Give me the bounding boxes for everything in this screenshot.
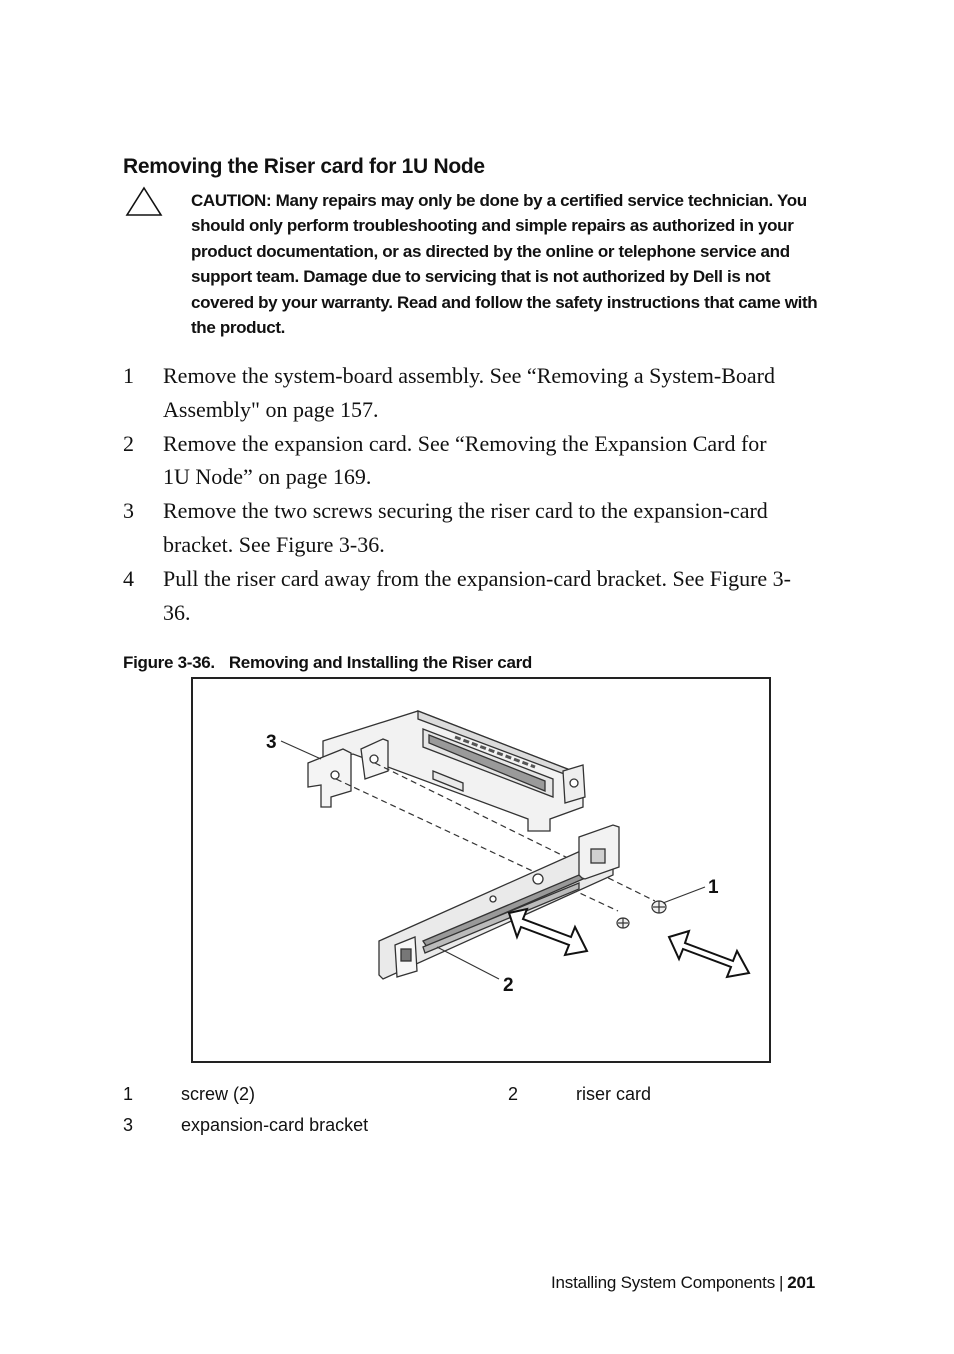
caution-triangle-icon — [125, 186, 163, 218]
step-text — [163, 359, 843, 427]
step-line: Remove the two screws securing the riser card to the expansion-card — [163, 498, 768, 524]
expansion-card-bracket-drawing — [308, 711, 585, 831]
step-item — [123, 427, 843, 495]
legend-label: riser card — [576, 1084, 652, 1104]
callout-1: 1 — [708, 877, 719, 898]
page-footer — [551, 1273, 815, 1293]
footer-separator: | — [779, 1273, 784, 1292]
section-heading: Removing the Riser card for 1U Node — [123, 155, 485, 178]
figure-illustration — [191, 677, 771, 1063]
legend-label: screw (2) — [181, 1084, 256, 1104]
screw-drawing — [617, 901, 666, 928]
callout-2: 2 — [503, 975, 514, 996]
callout-3: 3 — [266, 732, 277, 753]
legend-number: 1 — [123, 1084, 134, 1104]
legend-number: 2 — [508, 1084, 519, 1104]
caution-line: covered by your warranty. Read and follow the safety instructions that came with — [191, 292, 818, 312]
legend-number: 3 — [123, 1115, 134, 1135]
procedure-steps — [123, 359, 843, 629]
figure-title: Removing and Installing the Riser card — [228, 653, 532, 672]
caution-notice — [191, 188, 863, 340]
legend-label: expansion-card bracket — [181, 1115, 369, 1135]
caution-line: product documentation, or as directed by the online or telephone service and — [191, 241, 790, 261]
step-line: 36. — [163, 599, 191, 625]
step-number: 1 — [123, 363, 134, 388]
figure-caption — [123, 653, 532, 673]
footer-section: Installing System Components — [551, 1273, 776, 1292]
step-line: 1U Node” on page 169. — [163, 464, 372, 490]
step-line: Assembly" on page 157. — [163, 396, 379, 422]
step-text — [163, 427, 843, 495]
riser-card-drawing — [379, 825, 619, 979]
step-number: 2 — [123, 430, 134, 456]
step-line: Remove the expansion card. See “Removing the Expansion Card for — [163, 430, 767, 456]
step-text — [163, 494, 843, 562]
riser-card-diagram — [193, 679, 769, 1061]
step-text — [163, 562, 843, 630]
step-line: Remove the system-board assembly. See “Removing a System-Board — [163, 363, 776, 388]
direction-arrows — [509, 909, 749, 977]
page-number: 201 — [787, 1273, 815, 1292]
step-number: 4 — [123, 565, 134, 591]
step-number: 3 — [123, 498, 134, 524]
caution-line: support team. Damage due to servicing that is not authorized by Dell is not — [191, 267, 771, 287]
step-line: bracket. See Figure 3-36. — [163, 531, 385, 557]
step-item — [123, 494, 843, 562]
figure-label: Figure 3-36. — [123, 653, 215, 672]
step-item — [123, 359, 843, 427]
step-item — [123, 562, 843, 630]
caution-line: the product. — [191, 318, 286, 338]
caution-line: should only perform troubleshooting and simple repairs as authorized in your — [191, 216, 794, 236]
step-line: Pull the riser card away from the expansion-card bracket. See Figure 3- — [163, 565, 791, 591]
caution-line: CAUTION: Many repairs may only be done by a certified service technician. You — [191, 191, 807, 210]
